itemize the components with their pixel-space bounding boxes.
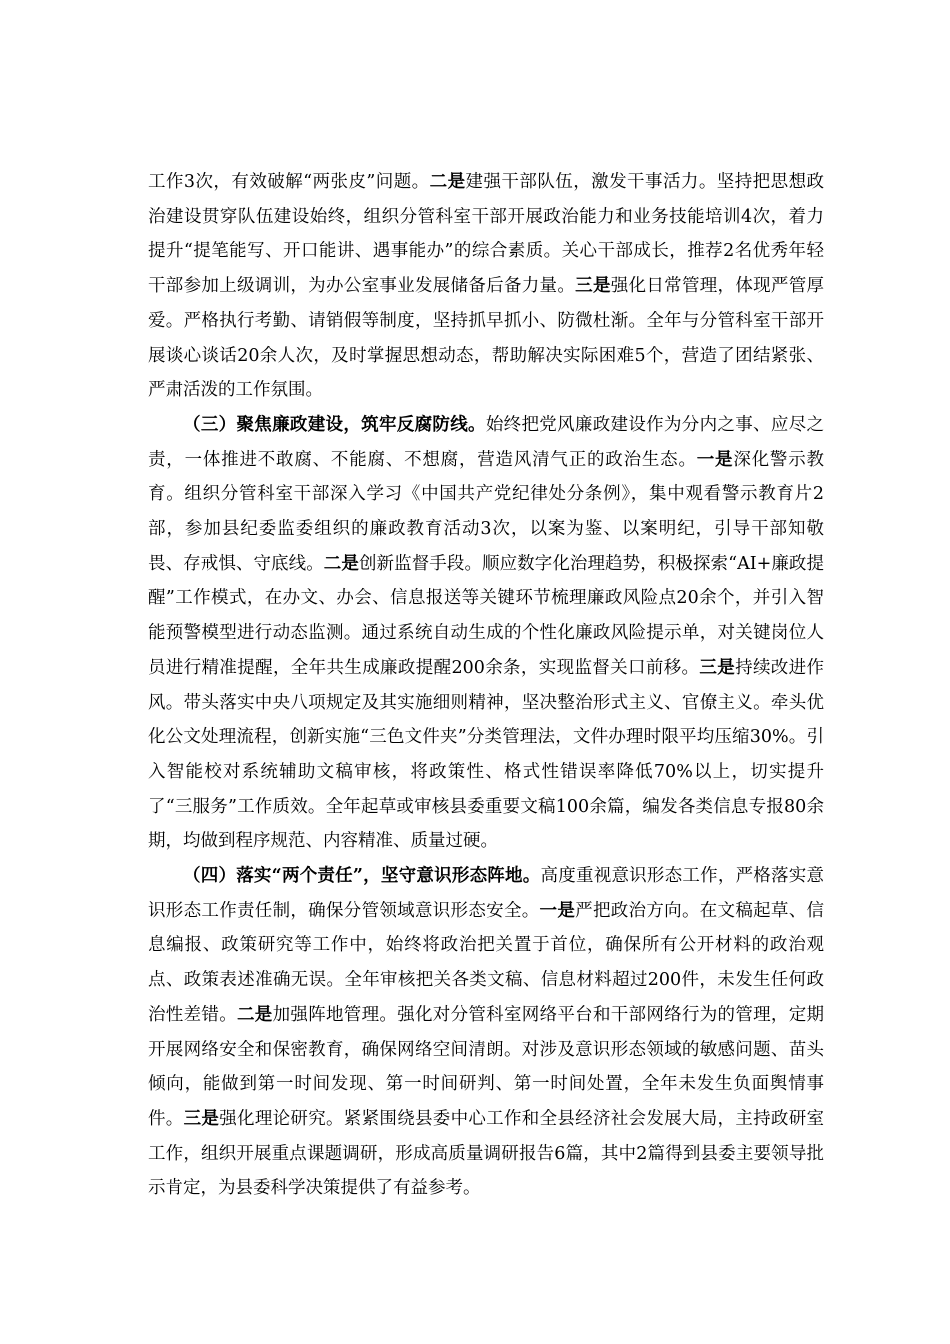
- bold-keyword-third: 三是: [183, 1108, 220, 1129]
- paragraph-text: 创新监督手段。顺应数字化治理趋势，积极探索“AI+廉政提醒”工作模式，在办文、办会、信息报送等关键环节梳理廉政风险点20余个，并引入智能预警模型进行动态监测。通过系统自动生成的个性化廉政风险提示单，对关键岗位人员进行精准提醒，全年共生成廉政提醒200余条，实现监督关口前移。: [148, 553, 825, 678]
- bold-keyword-second: 二是: [429, 172, 466, 192]
- paragraph-text: 深化警示教育。组织分管科室干部深入学习《中国共产党纪律处分条例》，集中观看警示教育片2部，参加县纪委监委组织的廉政教育活动3次，以案为鉴、以案明纪，引导干部知敬畏、存戒惧、守底线。: [148, 449, 825, 574]
- section-heading-three: （三）聚焦廉政建设，筑牢反腐防线。: [183, 414, 486, 435]
- section-heading-four: （四）落实“两个责任”，坚守意识形态阵地。: [183, 866, 541, 887]
- document-body: [148, 165, 824, 1206]
- bold-keyword-first: 一是: [696, 449, 734, 470]
- bold-keyword-first: 一是: [539, 900, 576, 921]
- paragraph-cadre-management: [148, 165, 824, 408]
- paragraph-ideology-responsibility: [148, 859, 824, 1206]
- paragraph-text: 强化日常管理，体现严管厚爱。严格执行考勤、请销假等制度，坚持抓早抓小、防微杜渐。全年与分管科室干部开展谈心谈话20余人次，及时掌握思想动态，帮助解决实际困难5个，营造了团结紧张、严肃活泼的工作氛围。: [148, 276, 825, 401]
- paragraph-text: 严把政治方向。在文稿起草、信息编报、政策研究等工作中，始终将政治把关置于首位，确保所有公开材料的政治观点、政策表述准确无误。全年审核把关各类文稿、信息材料超过200件，未发生任何政治性差错。: [148, 900, 825, 1025]
- bold-keyword-third: 三是: [699, 657, 736, 678]
- bold-keyword-second: 二是: [237, 1004, 273, 1025]
- paragraph-text: 加强阵地管理。强化对分管科室网络平台和干部网络行为的管理，定期开展网络安全和保密教育，确保网络空间清朗。对涉及意识形态领域的敏感问题、苗头倾向，能做到第一时间发现、第一时间研判、第一时间处置，全年未发生负面舆情事件。: [148, 1004, 825, 1129]
- paragraph-text: 始终把党风廉政建设作为分内之事、应尽之责，一体推进不敢腐、不能腐、不想腐，营造风清气正的政治生态。: [148, 414, 824, 470]
- paragraph-text: 高度重视意识形态工作，严格落实意识形态工作责任制，确保分管领域意识形态安全。: [148, 866, 824, 921]
- paragraph-integrity-building: [148, 408, 824, 859]
- bold-keyword-third: 三是: [575, 276, 611, 297]
- paragraph-text: 工作3次，有效破解“两张皮”问题。: [148, 172, 430, 192]
- paragraph-text: 持续改进作风。带头落实中央八项规定及其实施细则精神，坚决整治形式主义、官僚主义。牵头优化公文处理流程，创新实施“三色文件夹”分类管理法，文件办理时限平均压缩30%。引入智能校对系统辅助文稿审核，将政策性、格式性错误率降低70%以上，切实提升了“三服务”工作质效。全年起草或审核县委重要文稿100余篇，编发各类信息专报80余期，均做到程序规范、内容精准、质量过硬。: [148, 657, 825, 852]
- bold-keyword-second: 二是: [323, 553, 359, 574]
- paragraph-text: 强化理论研究。紧紧围绕县委中心工作和全县经济社会发展大局，主持政研室工作，组织开展重点课题调研，形成高质量调研报告6篇，其中2篇得到县委主要领导批示肯定，为县委科学决策提供了有益参考。: [148, 1108, 825, 1199]
- paragraph-text: 建强干部队伍，激发干事活力。坚持把思想政治建设贯穿队伍建设始终，组织分管科室干部开展政治能力和业务技能培训4次，着力提升“提笔能写、开口能讲、遇事能办”的综合素质。关心干部成长，推荐2名优秀年轻干部参加上级调训，为办公室事业发展储备后备力量。: [148, 172, 825, 297]
